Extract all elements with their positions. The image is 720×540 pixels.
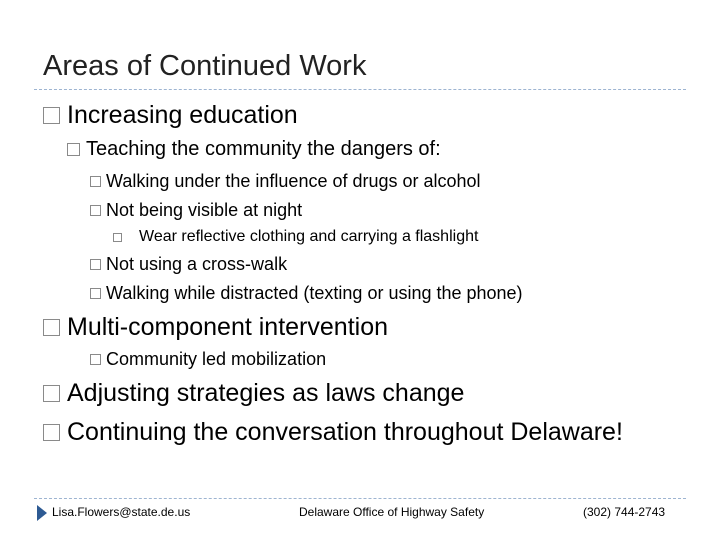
checkbox-bullet-icon <box>43 319 60 336</box>
bullet-text: Continuing the conversation throughout Delaware! <box>67 418 623 446</box>
checkbox-bullet-icon <box>90 205 101 216</box>
checkbox-bullet-icon <box>43 424 60 441</box>
bullet-text: Walking under the influence of drugs or alcohol <box>106 171 481 191</box>
bullet-text: Not using a cross-walk <box>106 254 288 274</box>
bullet-text: Walking while distracted (texting or using the phone) <box>106 283 523 303</box>
checkbox-bullet-icon <box>90 354 101 365</box>
bullet-walking-distracted <box>90 283 523 304</box>
arrow-right-icon <box>37 505 47 521</box>
checkbox-bullet-icon <box>43 385 60 402</box>
title-divider <box>34 89 686 90</box>
bullet-teaching-community <box>67 138 441 161</box>
checkbox-bullet-icon <box>90 288 101 299</box>
footer-divider <box>34 498 686 499</box>
bullet-text: Community led mobilization <box>106 349 327 369</box>
bullet-increasing-education <box>43 101 298 130</box>
bullet-walking-influence <box>90 171 481 192</box>
checkbox-bullet-icon <box>67 143 80 156</box>
bullet-text: Wear reflective clothing and carrying a flashlight <box>139 228 479 245</box>
bullet-cross-walk <box>90 254 287 275</box>
footer-email: Lisa.Flowers@state.de.us <box>52 505 191 519</box>
bullet-not-visible <box>90 200 302 221</box>
bullet-adjusting-strategies <box>43 379 464 408</box>
footer-organization: Delaware Office of Highway Safety <box>299 505 485 519</box>
slide-title: Areas of Continued Work <box>43 50 367 82</box>
bullet-community-mobilization <box>90 349 326 370</box>
bullet-reflective-clothing <box>113 228 478 246</box>
checkbox-bullet-icon <box>113 233 122 242</box>
bullet-multi-component <box>43 313 388 342</box>
bullet-text: Multi-component intervention <box>67 313 388 341</box>
bullet-text: Increasing education <box>67 101 298 129</box>
bullet-text: Not being visible at night <box>106 200 303 220</box>
bullet-continuing-conversation <box>43 418 623 447</box>
bullet-text: Teaching the community the dangers of: <box>86 138 441 160</box>
checkbox-bullet-icon <box>43 107 60 124</box>
bullet-text: Adjusting strategies as laws change <box>67 379 465 407</box>
checkbox-bullet-icon <box>90 176 101 187</box>
footer-phone: (302) 744-2743 <box>583 505 666 519</box>
checkbox-bullet-icon <box>90 259 101 270</box>
